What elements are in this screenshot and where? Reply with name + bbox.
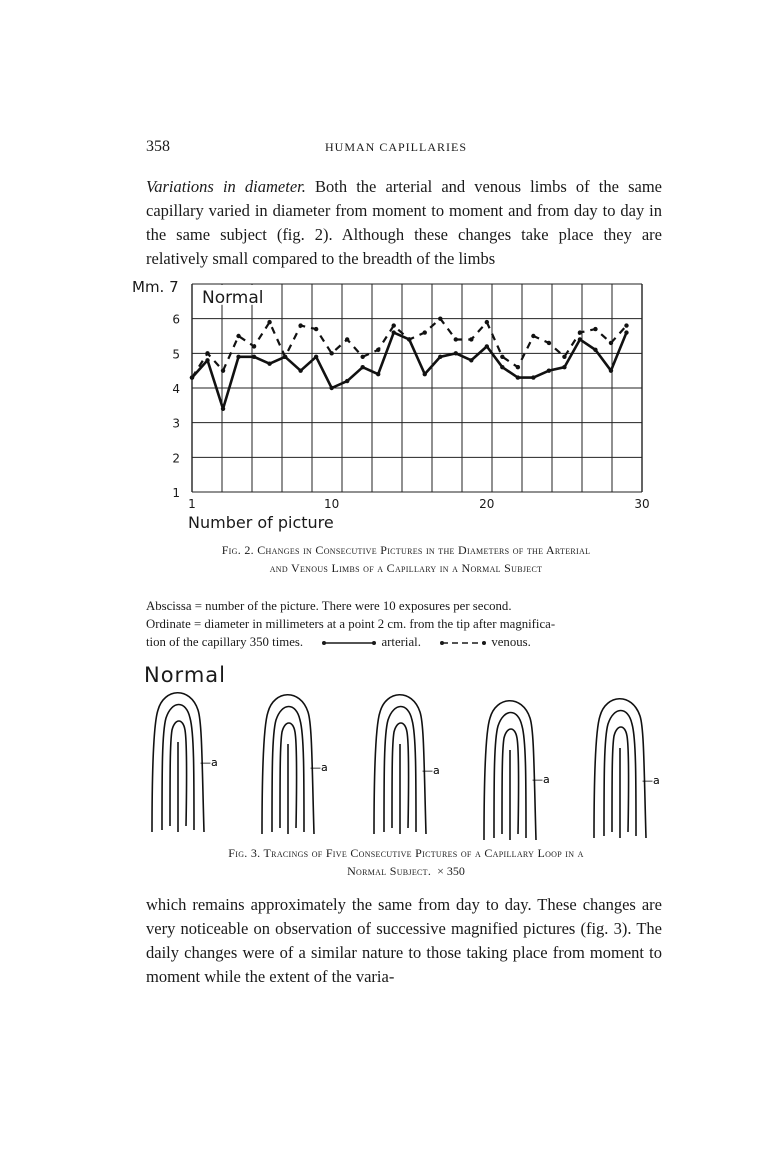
arterial-data-point bbox=[624, 330, 628, 334]
arterial-data-point bbox=[562, 365, 566, 369]
venous-data-point bbox=[562, 355, 566, 359]
x-tick-label: 10 bbox=[324, 497, 340, 511]
legend-abscissa: Abscissa = number of the picture. There were 10 exposures per second. bbox=[146, 599, 512, 613]
figure-2-chart bbox=[130, 272, 660, 532]
y-axis-label: Mm. 7 bbox=[132, 278, 179, 296]
running-title: HUMAN CAPILLARIES bbox=[324, 140, 467, 154]
venous-data-point bbox=[329, 351, 333, 355]
x-axis-label: Number of picture bbox=[188, 513, 334, 532]
arterial-data-point bbox=[376, 372, 380, 376]
paragraph-variations bbox=[146, 175, 662, 271]
arterial-data-point bbox=[392, 330, 396, 334]
arterial-data-point bbox=[578, 337, 582, 341]
capillary-loop-tracing bbox=[262, 695, 328, 834]
y-tick-label: 4 bbox=[172, 382, 180, 396]
caption-line: and Venous Limbs of a Capillary in a Normal Subject bbox=[269, 561, 543, 575]
loop-marker-a: —a bbox=[642, 774, 660, 787]
arterial-data-point bbox=[329, 386, 333, 390]
y-tick-label: 1 bbox=[172, 486, 180, 500]
venous-data-point bbox=[392, 323, 396, 327]
capillary-loop-tracing bbox=[152, 693, 218, 832]
caption-line: Fig. 3. Tracings of Five Consecutive Pictures of a Capillary Loop in a bbox=[228, 846, 584, 860]
venous-data-point bbox=[252, 344, 256, 348]
arterial-data-point bbox=[500, 365, 504, 369]
venous-legend-label: venous. bbox=[488, 635, 531, 649]
venous-data-point bbox=[376, 348, 380, 352]
arterial-data-point bbox=[252, 355, 256, 359]
venous-data-point bbox=[267, 320, 271, 324]
page-number: 358 bbox=[146, 138, 170, 155]
venous-data-point bbox=[314, 327, 318, 331]
arterial-data-point bbox=[485, 344, 489, 348]
loop-marker-a: —a bbox=[422, 764, 440, 777]
legend-ordinate: Ordinate = diameter in millimeters at a point 2 cm. from the tip after magnifica- bbox=[146, 617, 556, 631]
venous-data-point bbox=[516, 365, 520, 369]
venous-data-point bbox=[407, 337, 411, 341]
arterial-data-point bbox=[423, 372, 427, 376]
arterial-series-line bbox=[192, 333, 626, 409]
venous-data-point bbox=[360, 355, 364, 359]
arterial-data-point bbox=[236, 355, 240, 359]
venous-data-point bbox=[283, 355, 287, 359]
figure-3-label: Normal bbox=[144, 663, 226, 687]
figure-2-legend bbox=[146, 597, 666, 651]
capillary-loop-tracing bbox=[484, 701, 550, 840]
paragraph-lead: Variations in diameter. bbox=[146, 177, 306, 196]
caption-subject: Normal Subject. bbox=[347, 864, 432, 878]
caption-line: Fig. 2. Changes in Consecutive Pictures in the Diameters of the Arterial bbox=[221, 543, 591, 557]
capillary-loop-tracing bbox=[374, 695, 440, 834]
arterial-data-point bbox=[298, 368, 302, 372]
arterial-data-point bbox=[516, 375, 520, 379]
arterial-data-point bbox=[267, 362, 271, 366]
venous-data-point bbox=[454, 337, 458, 341]
venous-data-point bbox=[345, 337, 349, 341]
y-tick-label: 6 bbox=[172, 312, 180, 327]
figure-2-caption bbox=[146, 541, 666, 577]
loop-marker-a: —a bbox=[200, 756, 218, 769]
arterial-data-point bbox=[438, 355, 442, 359]
arterial-data-point bbox=[205, 358, 209, 362]
arterial-data-point bbox=[345, 379, 349, 383]
caption-magnification: × 350 bbox=[437, 864, 465, 878]
chart-title: Normal bbox=[202, 288, 264, 308]
arterial-data-point bbox=[360, 365, 364, 369]
y-tick-label: 5 bbox=[172, 347, 180, 362]
venous-data-point bbox=[485, 320, 489, 324]
arterial-legend-swatch bbox=[320, 638, 378, 648]
loop-marker-a: —a bbox=[310, 761, 328, 774]
legend-series-intro: tion of the capillary 350 times. bbox=[146, 635, 304, 649]
venous-data-point bbox=[298, 323, 302, 327]
arterial-data-point bbox=[593, 348, 597, 352]
capillary-loop-tracing bbox=[594, 699, 660, 838]
venous-data-point bbox=[593, 327, 597, 331]
paragraph-body: Both the arterial and venous limbs of the same capillary varied in diameter from moment to moment and from day to day in the same subject (fig. 2). Although these changes take place they are relatively small compared to the breadth of the limbs bbox=[146, 177, 662, 268]
arterial-legend-label: arterial. bbox=[378, 635, 421, 649]
paragraph-continuation bbox=[146, 893, 662, 989]
paragraph-body: which remains approximately the same from day to day. These changes are very noticeable on observation of successive magnified pictures (fig. 3). The daily changes were of a similar nature to those taking place from moment to moment while the extent of the varia- bbox=[146, 895, 662, 986]
venous-data-point bbox=[236, 334, 240, 338]
venous-legend-swatch bbox=[438, 638, 488, 648]
loop-marker-a: —a bbox=[532, 773, 550, 786]
running-header bbox=[146, 138, 646, 158]
venous-data-point bbox=[609, 341, 613, 345]
y-tick-label: 3 bbox=[172, 416, 180, 431]
y-tick-label: 2 bbox=[172, 451, 180, 466]
arterial-data-point bbox=[609, 368, 613, 372]
venous-data-point bbox=[423, 330, 427, 334]
arterial-data-point bbox=[454, 351, 458, 355]
x-tick-label: 1 bbox=[188, 497, 196, 511]
caption-line bbox=[146, 862, 666, 880]
figure-3-loops bbox=[150, 682, 660, 842]
venous-data-point bbox=[531, 334, 535, 338]
venous-data-point bbox=[221, 368, 225, 372]
venous-data-point bbox=[469, 337, 473, 341]
legend-series bbox=[146, 633, 666, 651]
venous-data-point bbox=[500, 355, 504, 359]
venous-data-point bbox=[190, 375, 194, 379]
x-tick-label: 20 bbox=[479, 497, 495, 511]
venous-data-point bbox=[205, 351, 209, 355]
venous-data-point bbox=[578, 330, 582, 334]
arterial-data-point bbox=[547, 368, 551, 372]
figure-3-caption bbox=[146, 844, 666, 880]
arterial-data-point bbox=[314, 355, 318, 359]
venous-data-point bbox=[624, 323, 628, 327]
arterial-data-point bbox=[531, 375, 535, 379]
venous-data-point bbox=[438, 316, 442, 320]
arterial-data-point bbox=[469, 358, 473, 362]
x-tick-label: 30 bbox=[634, 497, 650, 511]
arterial-data-point bbox=[221, 407, 225, 411]
venous-data-point bbox=[547, 341, 551, 345]
